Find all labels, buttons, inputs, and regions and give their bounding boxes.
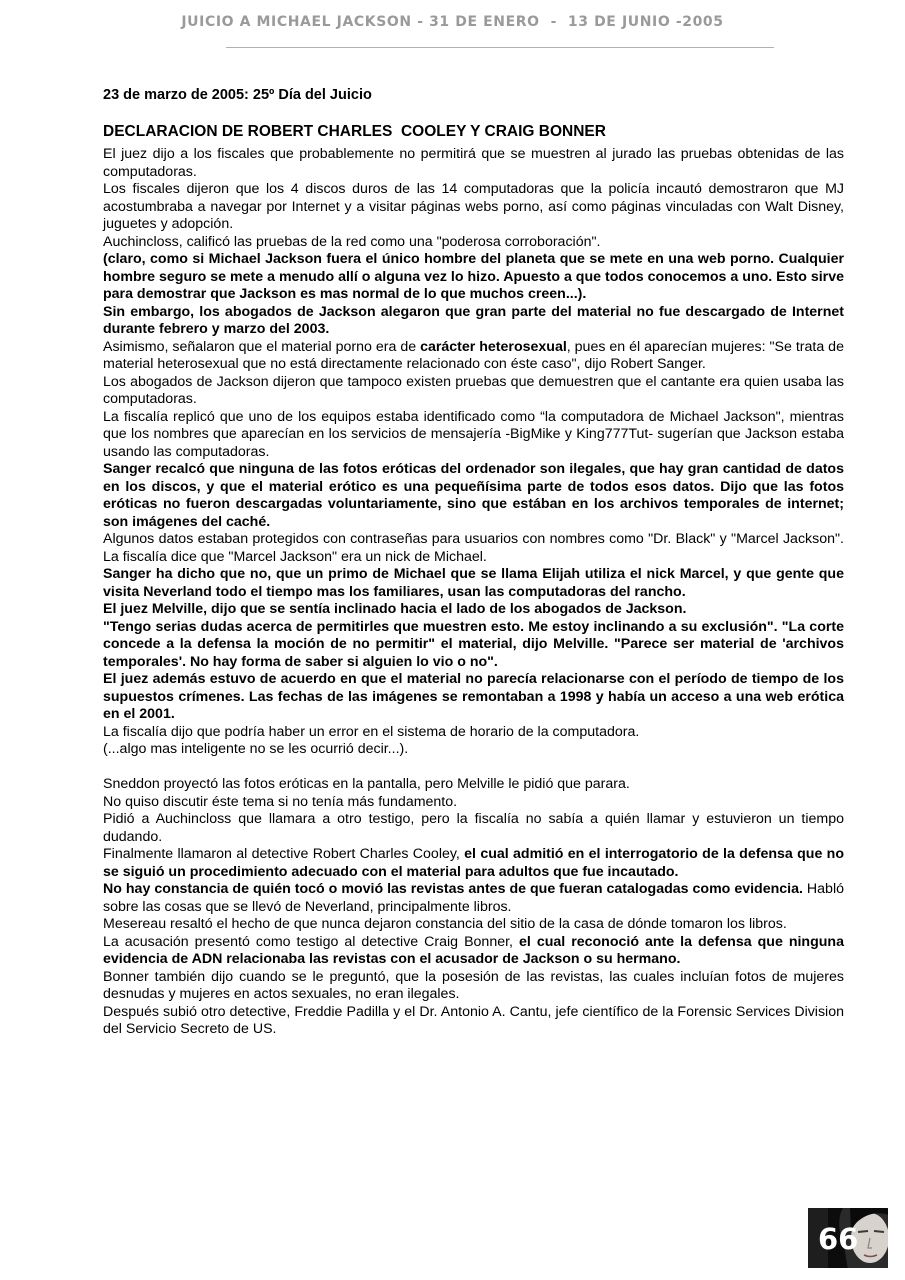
paragraph bbox=[103, 566, 844, 601]
paragraph-text: Mesereau resaltó el hecho de que nunca dejaron constancia del sitio de la casa de dónde tomaron los libros. bbox=[103, 916, 787, 932]
page-number: 66 bbox=[818, 1222, 859, 1256]
paragraph-text: Los fiscales dijeron que los 4 discos duros de las 14 computadoras que la policía incautó demostraron que MJ acostumbraba a navegar por Internet y a visitar páginas webs porno, así como páginas vinculadas con Walt Disney, juguetes y adopción. bbox=[103, 181, 844, 232]
bold-text: Sanger recalcó que ninguna de las fotos eróticas del ordenador son ilegales, que hay gran cantidad de datos en los discos, y que el material erótico es una pequeñísima parte de todos esos datos. Dijo que las fotos eróticas no fueron descargadas voluntariamente, sino que estában en los archivos temporales de internet; son imágenes del caché. bbox=[103, 461, 844, 530]
paragraph bbox=[103, 724, 844, 742]
paragraph-text: La fiscalía replicó que uno de los equipos estaba identificado como “la computadora de Michael Jackson", mientras que los nombres que aparecían en los servicios de mensajería -BigMike y King777Tut- sugerían que Jackson estaba usando las computadoras. bbox=[103, 408, 844, 460]
paragraph-text: Auchincloss, calificó las pruebas de la red como una "poderosa corroboración". bbox=[103, 233, 601, 250]
paragraph bbox=[103, 811, 844, 846]
paragraph bbox=[103, 671, 844, 724]
paragraph-text: Los abogados de Jackson dijeron que tampoco existen pruebas que demuestren que el cantante era quien usaba las computadoras. bbox=[103, 373, 844, 407]
bold-text: "Tengo serias dudas acerca de permitirles que muestren esto. Me estoy inclinando a su exclusión". "La corte concede a la defensa la moción de no permitir" el material, dijo Melville. "Parece ser material de 'archivos temporales'. No hay forma de saber si alguien lo vio o no". bbox=[103, 618, 844, 670]
paragraph-text: Finalmente llamaron al detective Robert Charles Cooley, bbox=[103, 846, 465, 862]
paragraph bbox=[103, 794, 844, 812]
paragraph bbox=[103, 146, 844, 181]
paragraph-text: Asimismo, señalaron que el material porno era de bbox=[103, 338, 421, 355]
page-number-badge bbox=[808, 1208, 888, 1268]
header-divider bbox=[226, 47, 774, 48]
paragraph-text: (...algo mas inteligente no se les ocurrió decir...). bbox=[103, 741, 409, 757]
paragraph bbox=[103, 304, 844, 339]
bold-text: carácter heterosexual bbox=[420, 338, 567, 355]
paragraph bbox=[103, 619, 844, 672]
paragraph bbox=[103, 741, 844, 759]
paragraph-text: Después subió otro detective, Freddie Padilla y el Dr. Antonio A. Cantu, jefe científico de la Forensic Services Division del Servicio Secreto de US. bbox=[103, 1003, 844, 1037]
paragraph bbox=[103, 181, 844, 234]
paragraph-text: El juez dijo a los fiscales que probablemente no permitirá que se muestren al jurado las pruebas obtenidas de las computadoras. bbox=[103, 146, 844, 180]
paragraph bbox=[103, 409, 844, 462]
paragraph-text: , pues en él aparecían mujeres: "Se trata de material heterosexual que no está directamente relacionado con éste caso", dijo Robert Sanger. bbox=[103, 338, 844, 372]
section-title: DECLARACION DE ROBERT CHARLES COOLEY Y CRAIG BONNER bbox=[103, 123, 606, 140]
bold-text: Sanger ha dicho que no, que un primo de Michael que se llama Elijah utiliza el nick Marcel, y que gente que visita Neverland todo el tiempo mas los familiares, usan las computadoras del rancho. bbox=[103, 566, 844, 600]
bold-text: Sin embargo, los abogados de Jackson alegaron que gran parte del material no fue descargado de Internet durante febrero y marzo del 2003. bbox=[103, 303, 844, 337]
paragraph-text: La fiscalía dijo que podría haber un error en el sistema de horario de la computadora. bbox=[103, 723, 640, 740]
paragraph bbox=[103, 846, 844, 881]
paragraph bbox=[103, 969, 844, 1004]
date-line: 23 de marzo de 2005: 25º Día del Juicio bbox=[103, 87, 372, 103]
paragraph bbox=[103, 601, 844, 619]
paragraph bbox=[103, 339, 844, 374]
paragraph-text: Pidió a Auchincloss que llamara a otro testigo, pero la fiscalía no sabía a quién llamar y estuvieron un tiempo dudando. bbox=[103, 811, 844, 845]
running-header: JUICIO A MICHAEL JACKSON - 31 DE ENERO - 13 DE JUNIO -2005 bbox=[181, 14, 724, 30]
paragraph bbox=[103, 916, 844, 934]
paragraph bbox=[103, 234, 844, 252]
paragraph bbox=[103, 374, 844, 409]
article-body bbox=[103, 146, 844, 1039]
bold-text: (claro, como si Michael Jackson fuera el único hombre del planeta que se mete en una web porno. Cualquier hombre seguro se mete a menudo allí o alguna vez lo hizo. Apuesto a que todos conocemos a uno. Esto sirve para demostrar que Jackson es mas normal de lo que muchos creen...). bbox=[103, 251, 844, 302]
paragraph-text: Algunos datos estaban protegidos con contraseñas para usuarios con nombres como "Dr. Black" y "Marcel Jackson". La fiscalía dice que "Marcel Jackson" era un nick de Michael. bbox=[103, 531, 844, 565]
paragraph bbox=[103, 934, 844, 969]
paragraph-text: Sneddon proyectó las fotos eróticas en la pantalla, pero Melville le pidió que parara. bbox=[103, 776, 630, 792]
paragraph-text: Bonner también dijo cuando se le preguntó, que la posesión de las revistas, las cuales incluían fotos de mujeres desnudas y mujeres en actos sexuales, no eran ilegales. bbox=[103, 968, 844, 1002]
paragraph bbox=[103, 531, 844, 566]
bold-text: No hay constancia de quién tocó o movió las revistas antes de que fueran catalogadas como evidencia. bbox=[103, 881, 803, 897]
bold-text: el cual admitió en el interrogatorio de la defensa que no se siguió un procedimiento adecuado con el material para adultos que fue incautado. bbox=[103, 846, 844, 880]
paragraph-text: Habló sobre las cosas que se llevó de Neverland, principalmente libros. bbox=[103, 881, 844, 915]
bold-text: El juez además estuvo de acuerdo en que el material no parecía relacionarse con el período de tiempo de los supuestos crímenes. Las fechas de las imágenes se remontaban a 1998 y había un acceso a una web erótica en el 2001. bbox=[103, 671, 844, 722]
paragraph bbox=[103, 1004, 844, 1039]
paragraph bbox=[103, 881, 844, 916]
paragraph-text: No quiso discutir éste tema si no tenía más fundamento. bbox=[103, 793, 458, 810]
paragraph bbox=[103, 776, 844, 794]
bold-text: el cual reconoció ante la defensa que ninguna evidencia de ADN relacionaba las revistas con el acusador de Jackson o su hermano. bbox=[103, 933, 844, 967]
paragraph bbox=[103, 461, 844, 531]
paragraph bbox=[103, 251, 844, 304]
bold-text: El juez Melville, dijo que se sentía inclinado hacia el lado de los abogados de Jackson. bbox=[103, 601, 687, 617]
paragraph-text: La acusación presentó como testigo al detective Craig Bonner, bbox=[103, 933, 519, 950]
